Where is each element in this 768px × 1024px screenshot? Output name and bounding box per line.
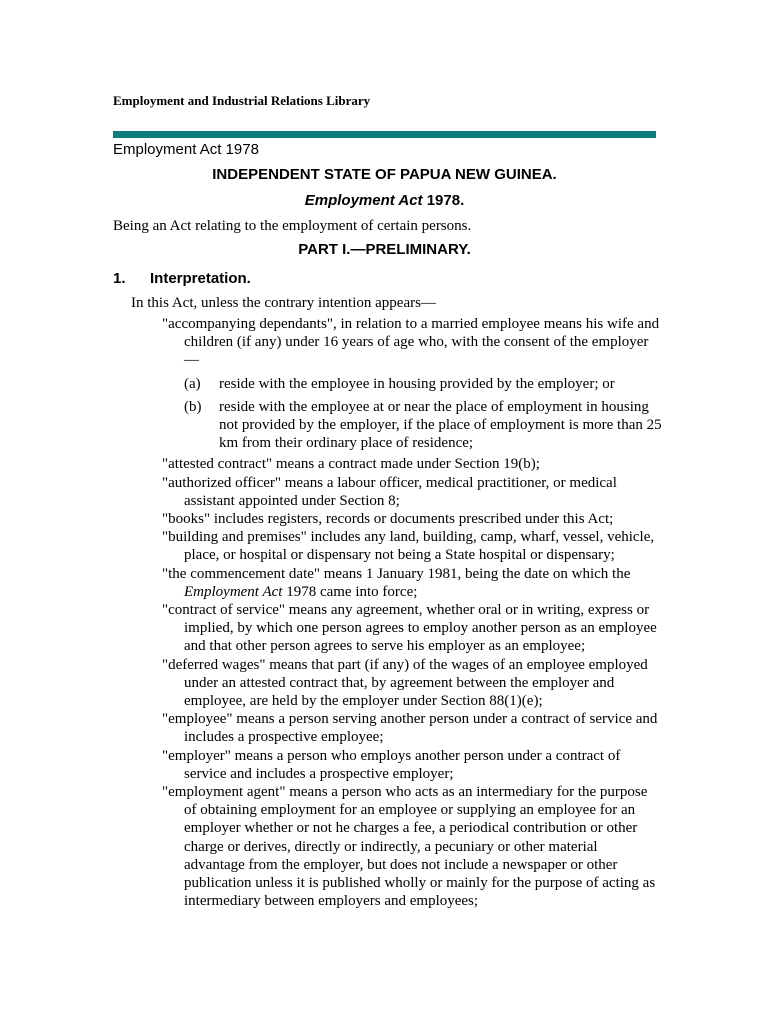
definition-accompanying-dependants: "accompanying dependants", in relation to a married employee means his wife and children (if any) under 16 years of age who, with the consent of the employer— xyxy=(162,316,660,369)
section-title: Interpretation. xyxy=(150,270,251,287)
act-name: Employment Act 1978 xyxy=(113,141,259,158)
definition-employer: "employer" means a person who employs another person under a contract of service and includes a prospective employer; xyxy=(162,747,621,782)
commencement-act-italic: Employment Act xyxy=(184,583,283,600)
subclause-b-text: reside with the employee at or near the place of employment in housing not provided by the employer, if the place of employment is more than 25 km from their ordinary place of residence; xyxy=(219,398,662,452)
header-rule xyxy=(113,131,656,138)
definition-building-and-premises: "building and premises" includes any land, building, camp, wharf, vessel, vehicle, place, or hospital or dispensary not being a State hospital or dispensary; xyxy=(162,529,655,564)
library-header: Employment and Industrial Relations Library xyxy=(113,93,371,108)
definition-deferred-wages: "deferred wages" means that part (if any) of the wages of an employee employed under an attested contract that, by agreement between the employer and employee, are held by the employer under Section 88(1)(e); xyxy=(162,656,648,710)
subclause-a xyxy=(162,375,662,393)
definition-contract-of-service: "contract of service" means any agreement, whether oral or in writing, express or implied, by which one person agrees to employ another person as an employee and that other person agrees to serve his employer as an employee; xyxy=(162,602,657,655)
subclause-a-text: reside with the employee in housing provided by the employer; or xyxy=(219,375,615,392)
act-title-year: 1978. xyxy=(422,192,465,209)
definition-commencement-date xyxy=(162,565,662,601)
subclause-b-label: (b) xyxy=(184,398,202,415)
commencement-lead: "the commencement date" means 1 January 1981, being the date on which the xyxy=(162,565,631,582)
definition-books: "books" includes registers, records or documents prescribed under this Act; xyxy=(162,511,614,528)
definition-attested-contract: "attested contract" means a contract made under Section 19(b); xyxy=(162,456,540,473)
definition-employment-agent: "employment agent" means a person who acts as an intermediary for the purpose of obtaining employment for an employee or supplying an employee for an employer whether or not he charges a fee, a periodical contribution or other charge or derives, directly or indirectly, a pecuniary or other material advantage from the employer, but does not include a newspaper or other publication unless it is published wholly or mainly for the purpose of acting as intermediary between employers and employees; xyxy=(162,784,656,910)
section-lead: In this Act, unless the contrary intention appears— xyxy=(131,295,436,311)
act-title xyxy=(113,192,656,209)
subclause-a-label: (a) xyxy=(184,375,201,392)
part-heading: PART I.—PRELIMINARY. xyxy=(298,241,471,258)
definitions-list xyxy=(162,315,662,911)
act-title-italic: Employment Act xyxy=(304,192,423,209)
section-number: 1. xyxy=(113,270,126,287)
definition-employee: "employee" means a person serving another person under a contract of service and includes a prospective employee; xyxy=(162,711,658,746)
subclause-b xyxy=(162,398,662,453)
section-heading xyxy=(113,270,251,287)
act-intro: Being an Act relating to the employment of certain persons. xyxy=(113,218,472,234)
commencement-rest: 1978 came into force; xyxy=(282,583,418,600)
state-title: INDEPENDENT STATE OF PAPUA NEW GUINEA. xyxy=(212,166,557,183)
definition-authorized-officer: "authorized officer" means a labour officer, medical practitioner, or medical assistant appointed under Section 8; xyxy=(162,474,617,509)
